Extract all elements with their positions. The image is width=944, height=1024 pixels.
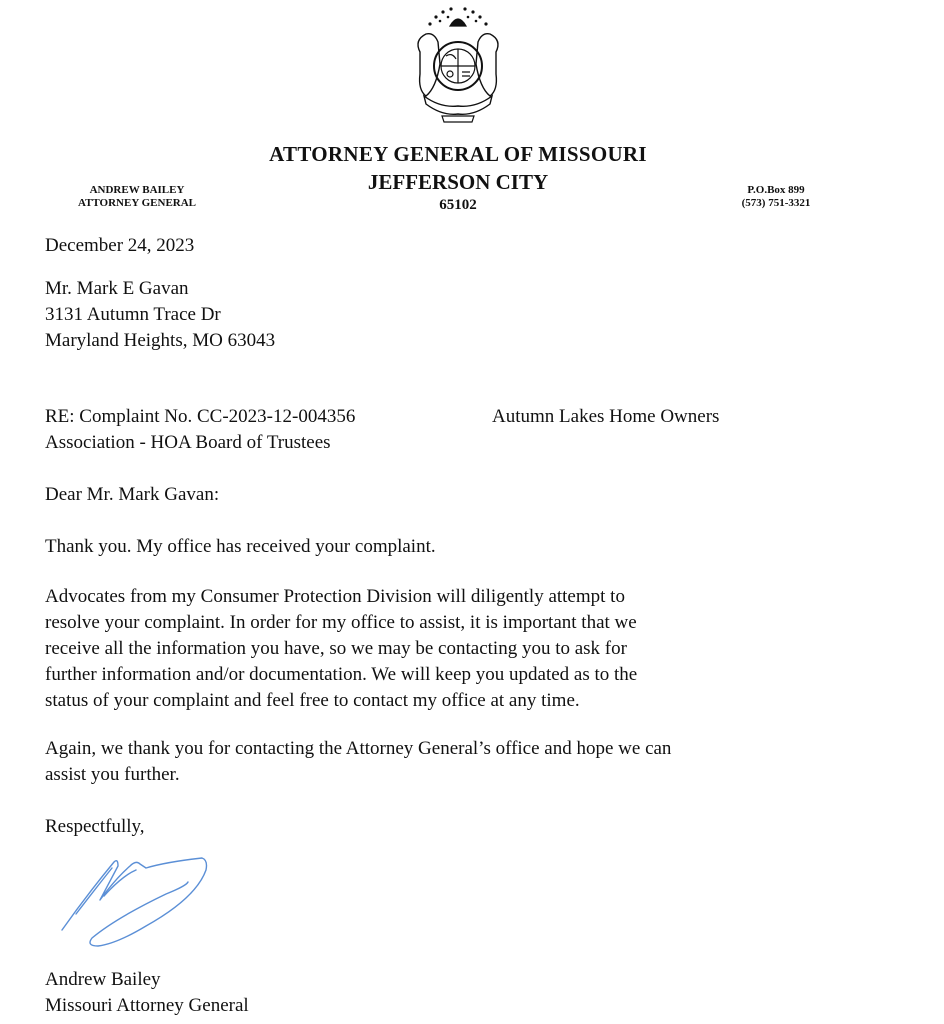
recipient-city: Maryland Heights, MO 63043 xyxy=(45,330,276,351)
paragraph-2-line: receive all the information you have, so we may be contacting you to ask for xyxy=(45,638,627,659)
paragraph-2-line: Advocates from my Consumer Protection Division will diligently attempt to xyxy=(45,586,625,607)
office-zip: 65102 xyxy=(439,197,477,213)
signer-title: Missouri Attorney General xyxy=(45,995,249,1016)
attorney-general-role: ATTORNEY GENERAL xyxy=(77,197,197,209)
paragraph-1: Thank you. My office has received your complaint. xyxy=(45,536,436,557)
phone-number: (573) 751-3321 xyxy=(741,197,811,209)
recipient-street: 3131 Autumn Trace Dr xyxy=(45,304,221,325)
office-title: ATTORNEY GENERAL OF MISSOURI xyxy=(269,142,647,166)
letter-date: December 24, 2023 xyxy=(45,235,195,256)
re-line-party: Autumn Lakes Home Owners xyxy=(492,406,720,427)
paragraph-2-line: resolve your complaint. In order for my office to assist, it is important that we xyxy=(45,612,637,633)
attorney-general-block xyxy=(52,184,222,210)
paragraph-3 xyxy=(45,736,671,788)
contact-block xyxy=(716,184,836,210)
attorney-general-name: ANDREW BAILEY xyxy=(89,184,185,196)
paragraph-2-line: status of your complaint and feel free to contact my office at any time. xyxy=(45,690,580,711)
salutation: Dear Mr. Mark Gavan: xyxy=(45,484,220,505)
re-line-complaint: RE: Complaint No. CC-2023-12-004356 xyxy=(45,406,356,427)
closing: Respectfully, xyxy=(45,816,145,837)
paragraph-2-line: further information and/or documentation. We will keep you updated as to the xyxy=(45,664,638,685)
paragraph-2 xyxy=(45,584,637,714)
po-box: P.O.Box 899 xyxy=(747,184,805,196)
re-line-association: Association - HOA Board of Trustees xyxy=(45,432,331,453)
signature-icon xyxy=(56,848,216,952)
office-city: JEFFERSON CITY xyxy=(367,170,549,194)
paragraph-3-line: Again, we thank you for contacting the Attorney General’s office and hope we can xyxy=(45,738,672,759)
missouri-seal-icon xyxy=(410,4,506,126)
paragraph-3-line: assist you further. xyxy=(45,764,180,785)
signer-name: Andrew Bailey xyxy=(45,969,161,990)
recipient-name: Mr. Mark E Gavan xyxy=(45,278,189,299)
